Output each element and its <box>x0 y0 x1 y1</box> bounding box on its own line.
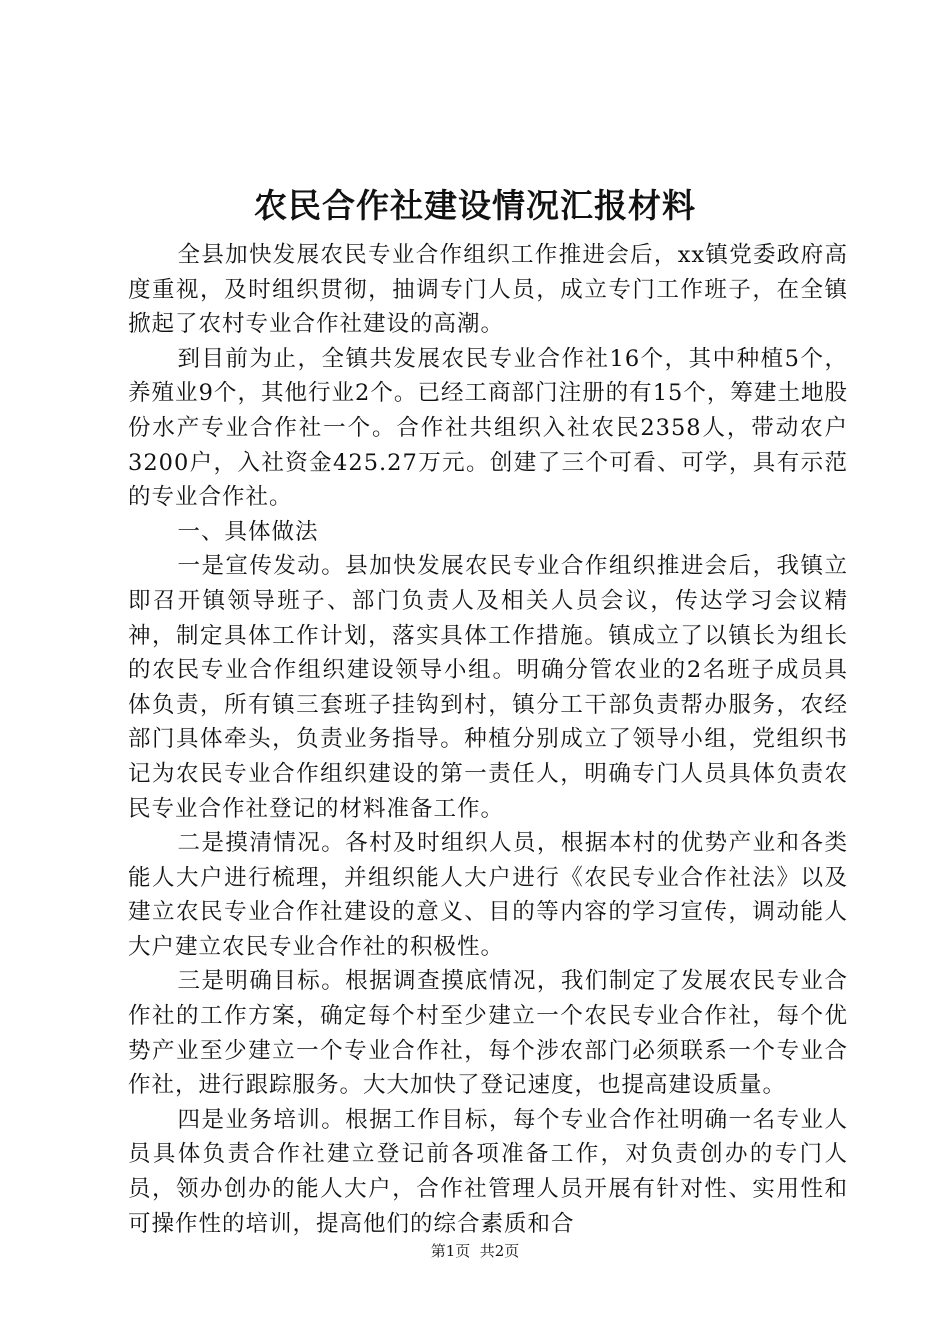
paragraph-survey: 二是摸清情况。各村及时组织人员，根据本村的优势产业和各类能人大户进行梳理，并组织能人大户进行《农民专业合作社法》以及建立农民专业合作社建设的意义、目的等内容的学习宣传，调动能人大户建立农民专业合作社的积极性。 <box>128 830 848 960</box>
paragraph-goals: 三是明确目标。根据调查摸底情况，我们制定了发展农民专业合作社的工作方案，确定每个村至少建立一个农民专业合作社，每个优势产业至少建立一个专业合作社，每个涉农部门必须联系一个专业合作社，进行跟踪服务。大大加快了登记速度，也提高建设质量。 <box>128 968 848 1099</box>
paragraph-intro: 全县加快发展农民专业合作组织工作推进会后，xx镇党委政府高度重视，及时组织贯彻，抽调专门人员，成立专门工作班子，在全镇掀起了农村专业合作社建设的高潮。 <box>128 242 848 338</box>
paragraph-training: 四是业务培训。根据工作目标，每个专业合作社明确一名专业人员具体负责合作社建立登记前各项准备工作，对负责创办的专门人员，领办创办的能人大户，合作社管理人员开展有针对性、实用性和可操作性的培训，提高他们的综合素质和合 <box>128 1106 848 1237</box>
document-body <box>128 238 848 1241</box>
section-heading: 一、具体做法 <box>177 518 319 545</box>
page-number-footer: 第1页 共2页 <box>430 1242 520 1260</box>
paragraph-publicity: 一是宣传发动。县加快发展农民专业合作组织推进会后，我镇立即召开镇领导班子、部门负责人及相关人员会议，传达学习会议精神，制定具体工作计划，落实具体工作措施。镇成立了以镇长为组长的农民专业合作组织建设领导小组。明确分管农业的2名班子成员具体负责，所有镇三套班子挂钩到村，镇分工干部负责帮办服务，农经部门具体牵头，负责业务指导。种植分别成立了领导小组，党组织书记为农民专业合作组织建设的第一责任人，明确专门人员具体负责农民专业合作社登记的材料准备工作。 <box>128 553 848 822</box>
paragraph-statistics: 到目前为止，全镇共发展农民专业合作社16个，其中种植5个，养殖业9个，其他行业2个。已经工商部门注册的有15个，筹建土地股份水产专业合作社一个。合作社共组织入社农民2358人，带动农户3200户，入社资金425.27万元。创建了三个可看、可学，具有示范的专业合作社。 <box>128 345 848 511</box>
document-title: 农民合作社建设情况汇报材料 <box>254 186 696 225</box>
